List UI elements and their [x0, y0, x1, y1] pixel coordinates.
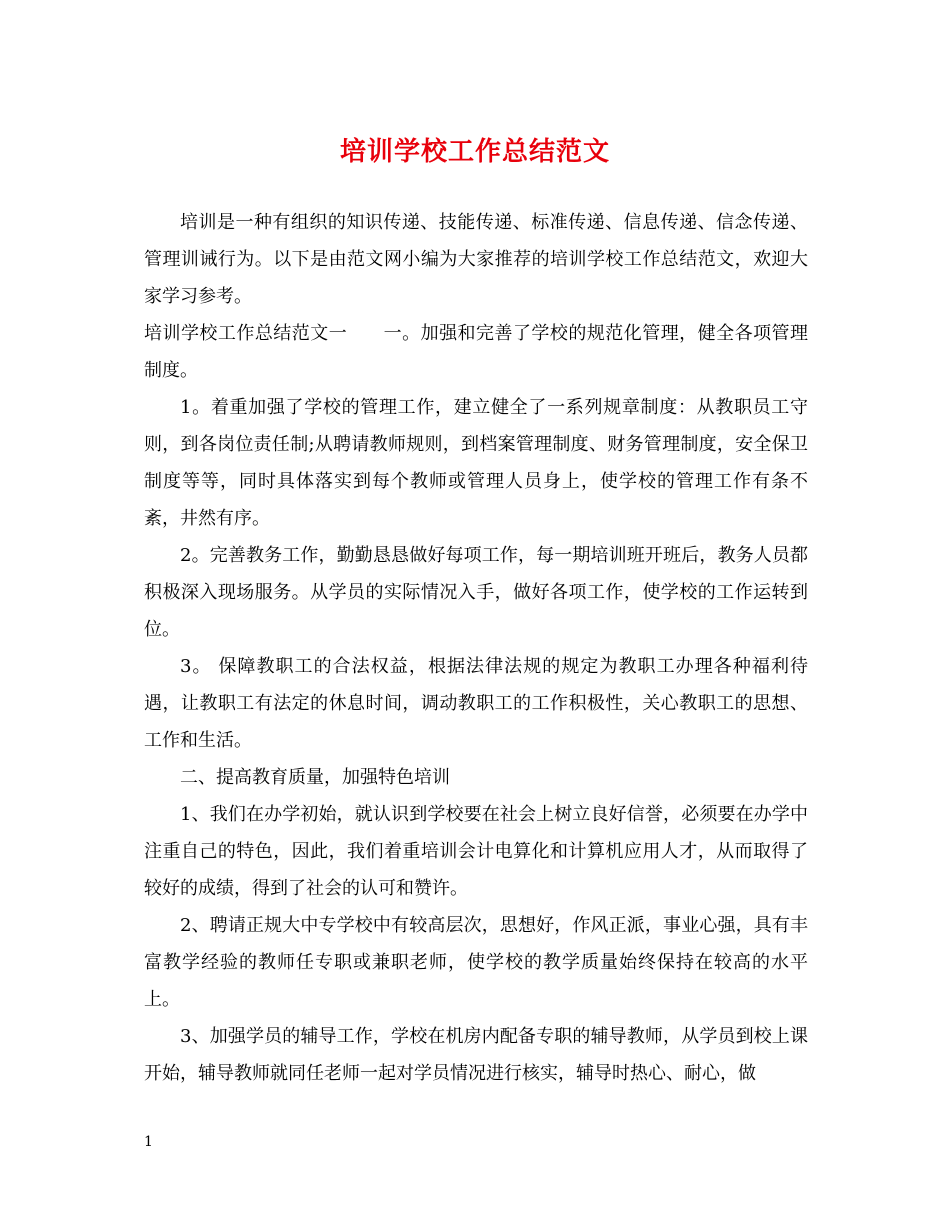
document-title: 培训学校工作总结范文 [339, 137, 610, 167]
paragraph-staff-rights: 3。 保障教职工的合法权益，根据法律法规的规定为教职工办理各种福利待遇，让教职工有法定的休息时间，调动教职工的工作积极性，关心教职工的思想、工作和生活。 [144, 656, 808, 751]
paragraph-teacher-hiring: 2、聘请正规大中专学校中有较高层次，思想好，作风正派，事业心强，具有丰富教学经验的教师任专职或兼职老师，使学校的教学质量始终保持在较高的水平上。 [144, 915, 808, 1010]
intro-paragraph: 培训是一种有组织的知识传递、技能传递、标准传递、信息传递、信念传递、管理训诫行为。以下是由范文网小编为大家推荐的培训学校工作总结范文，欢迎大家学习参考。 [144, 212, 808, 307]
page-number: 1 [144, 1134, 153, 1150]
paragraph-management-rules: 1。着重加强了学校的管理工作，建立健全了一系列规章制度：从教职员工守则，到各岗位责任制;从聘请教师规则，到档案管理制度、财务管理制度，安全保卫制度等等，同时具体落实到每个教师或管理人员身上，使学校的管理工作有条不紊，井然有序。 [144, 397, 808, 529]
paragraph-student-tutoring: 3、加强学员的辅导工作，学校在机房内配备专职的辅导教师，从学员到校上课开始，辅导教师就同任老师一起对学员情况进行核实，辅导时热心、耐心，做 [144, 1026, 808, 1084]
document-body [144, 204, 808, 1092]
section-heading-paragraph [144, 315, 808, 389]
section-label: 培训学校工作总结范文一 [144, 323, 348, 344]
section-first-point: 一。加强和完善了学校的规范化管理，健全各项管理制度。 [144, 323, 809, 381]
paragraph-school-features: 1、我们在办学初始，就认识到学校要在社会上树立良好信誉，必须要在办学中注重自己的特色，因此，我们着重培训会计电算化和计算机应用人才，从而取得了较好的成绩，得到了社会的认可和赞许。 [144, 804, 808, 899]
paragraph-section-two-heading: 二、提高教育质量，加强特色培训 [180, 767, 450, 788]
paragraph-academic-affairs: 2。完善教务工作，勤勤恳恳做好每项工作，每一期培训班开班后，教务人员都积极深入现场服务。从学员的实际情况入手，做好各项工作，使学校的工作运转到位。 [144, 545, 808, 640]
